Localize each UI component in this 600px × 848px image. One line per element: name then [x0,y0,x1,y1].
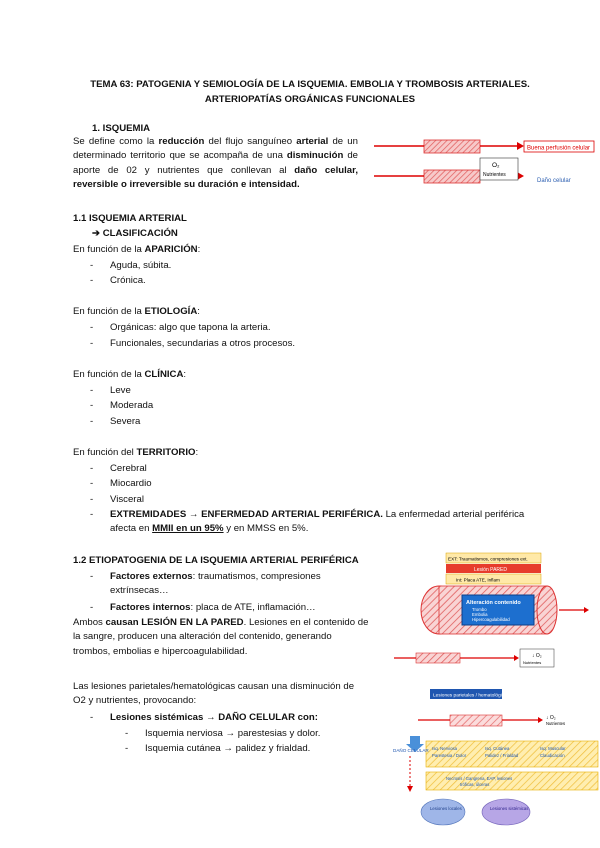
svg-text:Claudicación: Claudicación [540,753,565,758]
list-item: - Funcionales, secundarias a otros procesos. [90,338,296,349]
isquemia-diagram [372,130,600,198]
svg-text:Lesiones locales: Lesiones locales [430,806,462,811]
svg-text:Isq. Nerviosa: Isq. Nerviosa [432,746,458,751]
list-item: - Visceral [90,494,144,505]
svg-text:Alteración contenido: Alteración contenido [466,600,521,606]
svg-text:Parestesia / Dolor: Parestesia / Dolor [432,753,467,758]
svg-text:DAÑO CELULAR: DAÑO CELULAR [393,748,429,753]
list-item: - Aguda, súbita. [90,260,172,271]
sub-list-item: - Isquemia nerviosa → parestesias y dolor. [125,728,321,739]
lesiones-paragraph: Las lesiones parietales/hematológicas causan una disminución de O2 y nutrientes, provocando: [73,681,355,707]
svg-text:Int: Placa ATE, Inflam: Int: Placa ATE, Inflam [456,577,500,583]
svg-text:Embolia: Embolia [472,612,488,617]
section-1-2-heading: 1.2 ETIOPATOGENIA DE LA ISQUEMIA ARTERIAL PERIFÉRICA [73,555,359,566]
svg-text:EXT: Traumatismos, compresione: EXT: Traumatismos, compresiones ext. [448,556,528,562]
svg-text:Isq. Muscular: Isq. Muscular [540,746,566,751]
clasificacion-heading: ➔ CLASIFICACIÓN [92,228,178,239]
clinica-intro: En función de la CLÍNICA: [73,369,187,380]
doc-title-line1: TEMA 63: PATOGENIA Y SEMIOLOGÍA DE LA ISQUEMIA. EMBOLIA Y TROMBOSIS ARTERIALES. [90,79,530,90]
svg-text:Daño celular: Daño celular [537,178,571,184]
svg-text:Lesiones parietales / hematoló: Lesiones parietales / hematológicas [433,693,510,699]
list-item: - Moderada [90,400,154,411]
svg-text:Hipercoagulabilidad: Hipercoagulabilidad [472,617,510,622]
lesiones-sistemicas-item: - Lesiones sistémicas → DAÑO CELULAR con: [90,712,318,723]
dano-celular-diagram [388,686,600,832]
svg-text:Necrosis / Gangrena, EAP, lesi: Necrosis / Gangrena, EAP, lesiones [446,776,513,781]
svg-text:Nutrientes: Nutrientes [523,660,542,665]
svg-text:O₂: O₂ [492,162,500,169]
list-item: - Crónica. [90,275,146,286]
aparicion-intro: En función de la APARICIÓN: [73,244,201,255]
list-item: - Orgánicas: algo que tapona la arteria. [90,322,271,333]
svg-text:Lesiones sistémicas: Lesiones sistémicas [490,806,529,811]
section-1-heading: 1. ISQUEMIA [92,123,151,134]
territorio-intro: En función del TERRITORIO: [73,447,199,458]
svg-text:Nutrientes: Nutrientes [483,172,506,178]
extremidades-item: - EXTREMIDADES → ENFERMEDAD ARTERIAL PERIFÉRICA. La enfermedad arterial periférica afecta en MMII en un 95% y en MMSS en 5%. [90,509,525,535]
list-item: - Miocardio [90,478,152,489]
lesion-pared-diagram [384,550,600,672]
list-item: - Leve [90,385,131,396]
svg-text:Isq. Cutánea: Isq. Cutánea [485,746,510,751]
svg-text:Palidez / Frialdad: Palidez / Frialdad [485,753,519,758]
sub-list-item: - Isquemia cutánea → palidez y frialdad. [125,743,311,754]
factores-externos: - Factores externos: traumatismos, compresiones extrínsecas… [90,571,321,597]
svg-text:tróficas, úlceras: tróficas, úlceras [460,782,490,787]
ambos-paragraph: Ambos causan LESIÓN EN LA PARED. Lesiones en el contenido de la sangre, producen una alteración del contenido, generando trombos, embolias e hipercoagulabilidad. [73,617,369,657]
svg-text:Nutrientes: Nutrientes [546,721,566,726]
svg-text:↓ O₂: ↓ O₂ [546,715,556,721]
svg-text:Trombo: Trombo [472,607,487,612]
list-item: - Cerebral [90,463,147,474]
etiologia-intro: En función de la ETIOLOGÍA: [73,306,200,317]
factores-internos: - Factores internos: placa de ATE, inflamación… [90,602,316,613]
svg-text:Buena perfusión celular: Buena perfusión celular [527,145,591,152]
list-item: - Severa [90,416,141,427]
isquemia-definition: Se define como la reducción del flujo sanguíneo arterial de un determinado territorio que se acompaña de una disminución de aporte de 02 y nutrientes que conllevan al daño celular, reversible o irreversible su duración e intensidad. [73,136,358,191]
svg-text:Lesión PARED: Lesión PARED [474,567,507,573]
svg-text:↓ O₂: ↓ O₂ [532,653,542,659]
doc-title-line2: ARTERIOPATÍAS ORGÁNICAS FUNCIONALES [204,94,416,105]
section-1-1-heading: 1.1 ISQUEMIA ARTERIAL [73,213,187,224]
vessel-top [424,140,480,153]
